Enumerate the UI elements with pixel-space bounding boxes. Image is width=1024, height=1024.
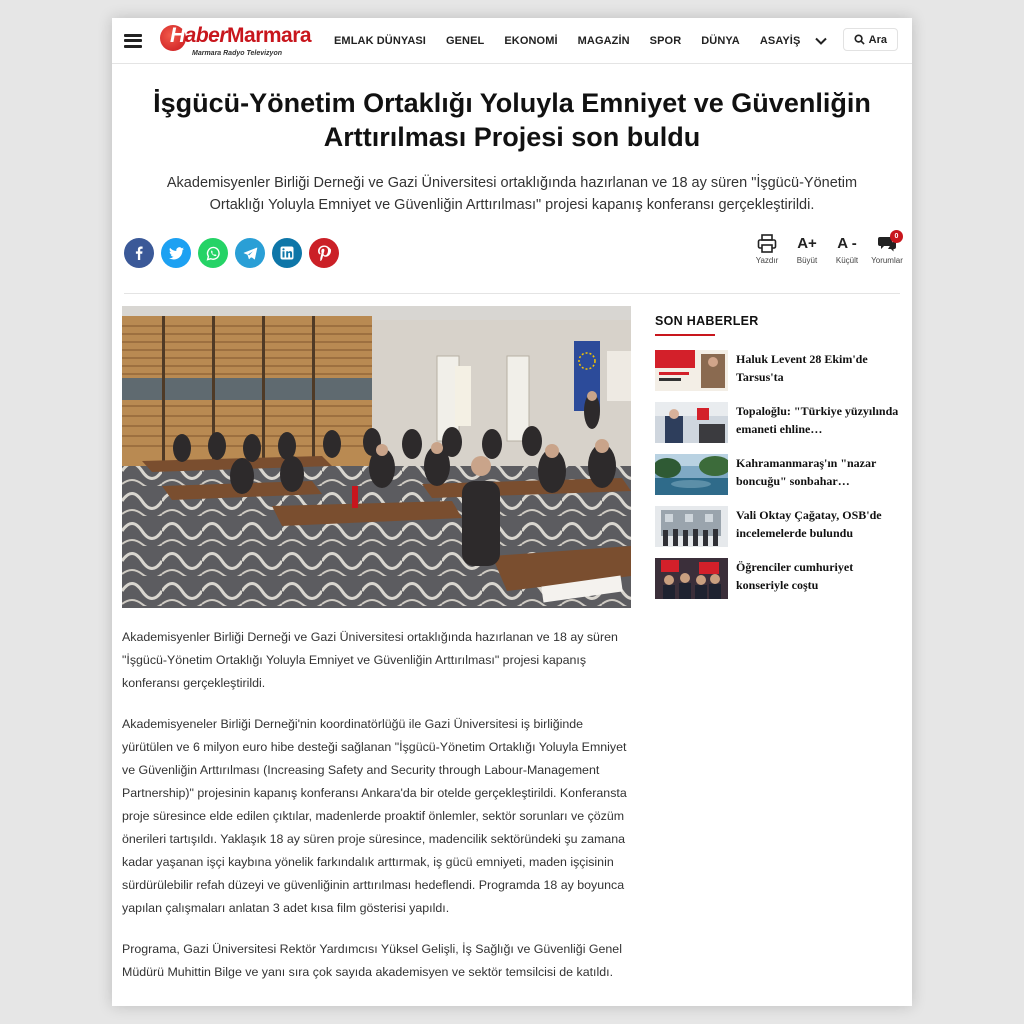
twitter-share-button[interactable]: [161, 238, 191, 268]
article-page: [112, 18, 912, 1006]
twitter-icon: [169, 247, 184, 260]
nav-item-asayis[interactable]: ASAYİŞ: [759, 34, 801, 47]
article-paragraph-2: Akademisyeneler Birliği Derneği'nin koordinatörlüğü ile Gazi Üniversitesi iş birliğinde yürütülen ve 6 milyon euro hibe desteği sağlanan "İşgücü-Yönetim Ortaklığı Yoluyla Emniyet ve Güvenliğin Arttırılması (Increasing Safety and Security through Labour-Management Partnership)" projesinin kapanış konferansı Ankara'da bir otelde gerçekleştirildi. Konferansta proje süresince elde edilen çıktılar, madenlerde proaktif önlemler, sektör sorunları ve çözüm önerileri tartışıldı. Yaklaşık 18 ay süren proje süresince, madencilik sektöründeki şu zamana kadar yaşanan işçi kaybına yönelik farkındalık arttırmak, iş gücü emniyeti, maden işçisinin sürdürülebilir refah düzeyi ve güvenliğinin arttırılması hedeflendi. Programda 18 ay boyunca yapılan çalışmaları anlatan 3 adet kısa film gösterisi yapıldı.: [122, 717, 627, 915]
share-buttons: [124, 238, 339, 268]
font-smaller-icon: A -: [837, 234, 857, 252]
print-label: Yazdır: [755, 256, 779, 265]
article-body: [122, 626, 631, 984]
article-photo[interactable]: [122, 306, 631, 608]
news-title: Öğrenciler cumhuriyet konseriyle coştu: [736, 560, 854, 592]
sidebar-title: SON HABERLER: [655, 314, 759, 328]
news-item[interactable]: [655, 350, 900, 391]
article-paragraph-3: Programa, Gazi Üniversitesi Rektör Yardımcısı Yüksel Gelişli, İş Sağlığı ve Güvenliği Genel Müdürü Muhittin Bilge ve yanı sıra çok sayıda akademisyen ve sektör temsilcisi de katıldı.: [122, 942, 622, 979]
whatsapp-share-button[interactable]: [198, 238, 228, 268]
news-thumbnail: [655, 402, 728, 443]
news-list: [655, 350, 900, 599]
site-logo[interactable]: [160, 23, 312, 59]
pinterest-share-button[interactable]: [309, 238, 339, 268]
search-label: Ara: [868, 33, 887, 46]
menu-icon[interactable]: [124, 34, 142, 48]
facebook-icon: [132, 246, 146, 260]
conference-photo: [122, 306, 631, 608]
news-thumbnail: [655, 454, 728, 495]
font-bigger-icon: A+: [797, 234, 817, 252]
telegram-icon: [243, 247, 258, 260]
news-item[interactable]: [655, 454, 900, 495]
print-button[interactable]: [754, 232, 780, 265]
pinterest-icon: [317, 245, 331, 261]
font-bigger-label: Büyüt: [796, 256, 818, 265]
logo-word-marmara: Marmara: [227, 23, 312, 47]
telegram-share-button[interactable]: [235, 238, 265, 268]
nav-item-dunya[interactable]: DÜNYA: [701, 34, 740, 47]
search-icon: [854, 34, 865, 45]
comments-label: Yorumlar: [871, 256, 903, 265]
nav-item-spor[interactable]: SPOR: [649, 34, 682, 47]
news-item[interactable]: [655, 506, 900, 547]
news-title: Topaloğlu: "Türkiye yüzyılında emaneti ehline…: [736, 404, 899, 436]
font-smaller-button[interactable]: [834, 232, 860, 265]
nav-item-magazin[interactable]: MAGAZİN: [577, 34, 630, 47]
comments-button[interactable]: [871, 232, 903, 265]
news-item[interactable]: [655, 402, 900, 443]
news-thumbnail: [655, 506, 728, 547]
nav-item-ekonomi[interactable]: EKONOMİ: [504, 34, 558, 47]
article-main: [122, 306, 631, 984]
article-title: İşgücü-Yönetim Ortaklığı Yoluyla Emniyet ve Güvenliğin Arttırılması Projesi son buldu: [153, 88, 871, 152]
search-button[interactable]: [843, 28, 898, 51]
font-bigger-button[interactable]: [794, 232, 820, 265]
linkedin-share-button[interactable]: [272, 238, 302, 268]
chevron-down-icon[interactable]: [814, 34, 828, 48]
news-title: Vali Oktay Çağatay, OSB'de incelemelerde bulundu: [736, 508, 882, 540]
printer-icon: [757, 234, 777, 253]
font-smaller-label: Küçült: [835, 256, 859, 265]
news-title: Kahramanmaraş'ın "nazar boncuğu" sonbahar…: [736, 456, 877, 488]
news-title: Haluk Levent 28 Ekim'de Tarsus'ta: [736, 352, 868, 384]
latest-news-sidebar: [655, 306, 900, 984]
nav-item-genel[interactable]: GENEL: [445, 34, 485, 47]
news-thumbnail: [655, 558, 728, 599]
news-thumbnail: [655, 350, 728, 391]
linkedin-icon: [280, 246, 294, 260]
news-item[interactable]: [655, 558, 900, 599]
logo-letter-h: H: [170, 23, 185, 47]
article-paragraph-1: Akademisyenler Birliği Derneği ve Gazi Üniversitesi ortaklığında hazırlanan ve 18 ay süren "İşgücü-Yönetim Ortaklığı Yoluyla Emniyet ve Güvenliğin Arttırılması" projesi kapanış konferansı gerçekleştirildi.: [122, 630, 618, 690]
whatsapp-icon: [206, 246, 221, 261]
article-summary: Akademisyenler Birliği Derneği ve Gazi Üniversitesi ortaklığında hazırlanan ve 18 ay süren "İşgücü-Yönetim Ortaklığı Yoluyla Emniyet ve Güvenliğin Arttırılması" projesi kapanış konferansı gerçekleştirildi.: [166, 175, 858, 213]
nav-item-emlak-dunyasi[interactable]: EMLAK DÜNYASI: [334, 34, 426, 47]
site-header: [112, 18, 912, 64]
main-nav: [334, 35, 810, 47]
content-area: [122, 306, 900, 984]
logo-word-aber: aber: [184, 23, 228, 47]
facebook-share-button[interactable]: [124, 238, 154, 268]
logo-subtitle: Marmara Radyo Televizyon: [192, 49, 282, 57]
sidebar-title-underline: [655, 334, 715, 336]
comment-count-badge: 0: [890, 230, 903, 243]
share-toolbar: [124, 230, 903, 294]
article-tools: [754, 232, 903, 265]
